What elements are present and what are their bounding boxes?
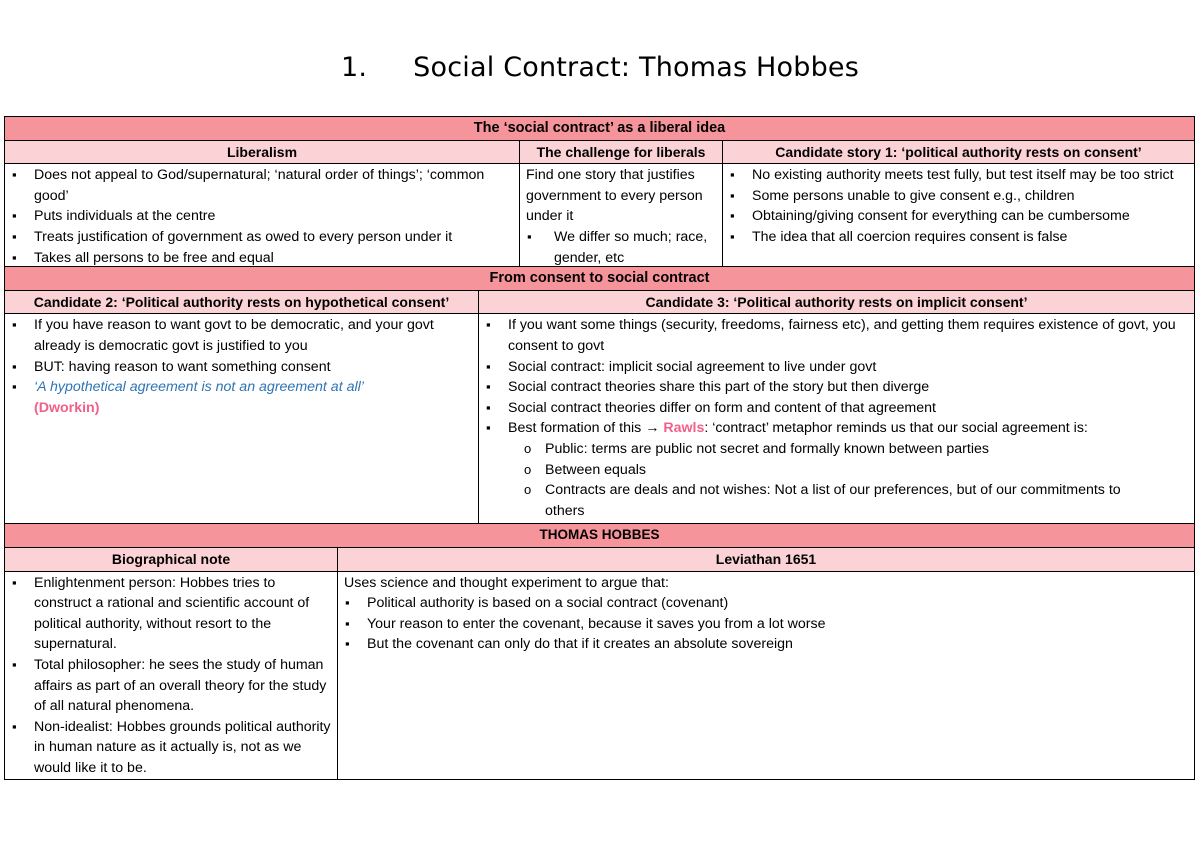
leviathan-heading: Leviathan 1651 <box>338 548 1194 571</box>
bio-cell <box>5 572 338 779</box>
section1-header: The ‘social contract’ as a liberal idea <box>5 117 1194 140</box>
list-item: o Public: terms are public not secret and formally known between parties <box>522 439 1188 460</box>
section3-header-row <box>4 524 1195 548</box>
liberalism-cell <box>5 164 520 266</box>
liberalism-list <box>11 165 513 268</box>
challenge-list <box>526 227 716 266</box>
candidate2-cell <box>5 314 479 523</box>
liberalism-heading: Liberalism <box>5 141 520 164</box>
list-item: ▪ Political authority is based on a social contract (covenant) <box>344 593 1188 614</box>
list-item: ▪ Some persons unable to give consent e.g., children <box>729 186 1188 207</box>
bio-list <box>11 573 331 779</box>
section3-body-row <box>4 572 1195 780</box>
candidate2-list <box>11 315 472 418</box>
section2-header-row <box>4 267 1195 291</box>
candidate1-cell <box>723 164 1194 266</box>
list-item: o Contracts are deals and not wishes: Not a list of our preferences, but of our commitments to others <box>522 480 1188 521</box>
rawls-sublist <box>485 439 1188 521</box>
list-item: ▪ Puts individuals at the centre <box>11 206 513 227</box>
candidate2-heading: Candidate 2: ‘Political authority rests on hypothetical consent’ <box>5 291 479 314</box>
list-item: ▪ Obtaining/giving consent for everything can be cumbersome <box>729 206 1188 227</box>
section1-body-row <box>4 164 1195 267</box>
list-item: ▪ Non-idealist: Hobbes grounds political authority in human nature as it actually is, not as we would like it to be. <box>11 717 331 779</box>
title-number: 1. <box>340 52 368 83</box>
list-item: ▪ But the covenant can only do that if it creates an absolute sovereign <box>344 634 1188 655</box>
list-item: ▪ Treats justification of government as owed to every person under it <box>11 227 513 248</box>
leviathan-list <box>344 593 1188 655</box>
leviathan-cell <box>338 572 1194 779</box>
section3-subheader-row <box>4 548 1195 572</box>
title-text: Social Contract: Thomas Hobbes <box>413 52 860 83</box>
leviathan-intro: Uses science and thought experiment to argue that: <box>344 574 669 591</box>
list-item <box>485 418 1188 439</box>
notes-table <box>4 116 1195 780</box>
list-item: ▪ Your reason to enter the covenant, because it saves you from a lot worse <box>344 614 1188 635</box>
challenge-cell <box>520 164 723 266</box>
list-item <box>11 377 472 418</box>
list-item: ▪ If you have reason to want govt to be democratic, and your govt already is democratic govt is justified to you <box>11 315 472 356</box>
page-title <box>0 52 1200 83</box>
list-item: ▪ If you want some things (security, freedoms, fairness etc), and getting them requires existence of govt, you consent to govt <box>485 315 1188 356</box>
list-item: ▪ Enlightenment person: Hobbes tries to construct a rational and scientific account of political authority, without resort to the supernatural. <box>11 573 331 655</box>
section2-header: From consent to social contract <box>5 267 1194 290</box>
dworkin-source: (Dworkin) <box>34 399 100 416</box>
candidate3-heading: Candidate 3: ‘Political authority rests on implicit consent’ <box>479 291 1194 314</box>
challenge-heading: The challenge for liberals <box>520 141 723 164</box>
section1-header-row <box>4 116 1195 141</box>
list-item: ▪ The idea that all coercion requires consent is false <box>729 227 1188 248</box>
section2-subheader-row <box>4 291 1195 315</box>
bio-heading: Biographical note <box>5 548 338 571</box>
list-item: ▪ Social contract theories share this part of the story but then diverge <box>485 377 1188 398</box>
candidate1-heading: Candidate story 1: ‘political authority rests on consent’ <box>723 141 1194 164</box>
list-item: ▪ No existing authority meets test fully, but test itself may be too strict <box>729 165 1188 186</box>
candidate3-cell <box>479 314 1194 523</box>
section3-header: THOMAS HOBBES <box>5 524 1194 547</box>
list-item: o Between equals <box>522 460 1188 481</box>
list-item: ▪ Social contract theories differ on form and content of that agreement <box>485 398 1188 419</box>
best-formation-prefix: Best formation of this → <box>508 420 664 437</box>
list-item: ▪ Total philosopher: he sees the study of human affairs as part of an overall theory for the study of all natural phenomena. <box>11 655 331 717</box>
section1-subheader-row <box>4 141 1195 165</box>
list-item: ▪ Takes all persons to be free and equal <box>11 248 513 269</box>
rawls-name: Rawls <box>663 420 705 437</box>
list-item: ▪ BUT: having reason to want something consent <box>11 357 472 378</box>
dworkin-quote: ‘A hypothetical agreement is not an agreement at all’ <box>34 379 364 396</box>
best-formation-suffix: : ‘contract’ metaphor reminds us that our social agreement is: <box>704 420 1088 437</box>
challenge-text: Find one story that justifies government to every person under it <box>526 167 703 225</box>
section2-body-row <box>4 314 1195 524</box>
candidate1-list <box>729 165 1188 247</box>
list-item: ▪ We differ so much; race, gender, etc <box>526 227 716 266</box>
list-item: ▪ Does not appeal to God/supernatural; ‘natural order of things’; ‘common good’ <box>11 165 513 206</box>
candidate3-list <box>485 315 1188 439</box>
list-item: ▪ Social contract: implicit social agreement to live under govt <box>485 357 1188 378</box>
